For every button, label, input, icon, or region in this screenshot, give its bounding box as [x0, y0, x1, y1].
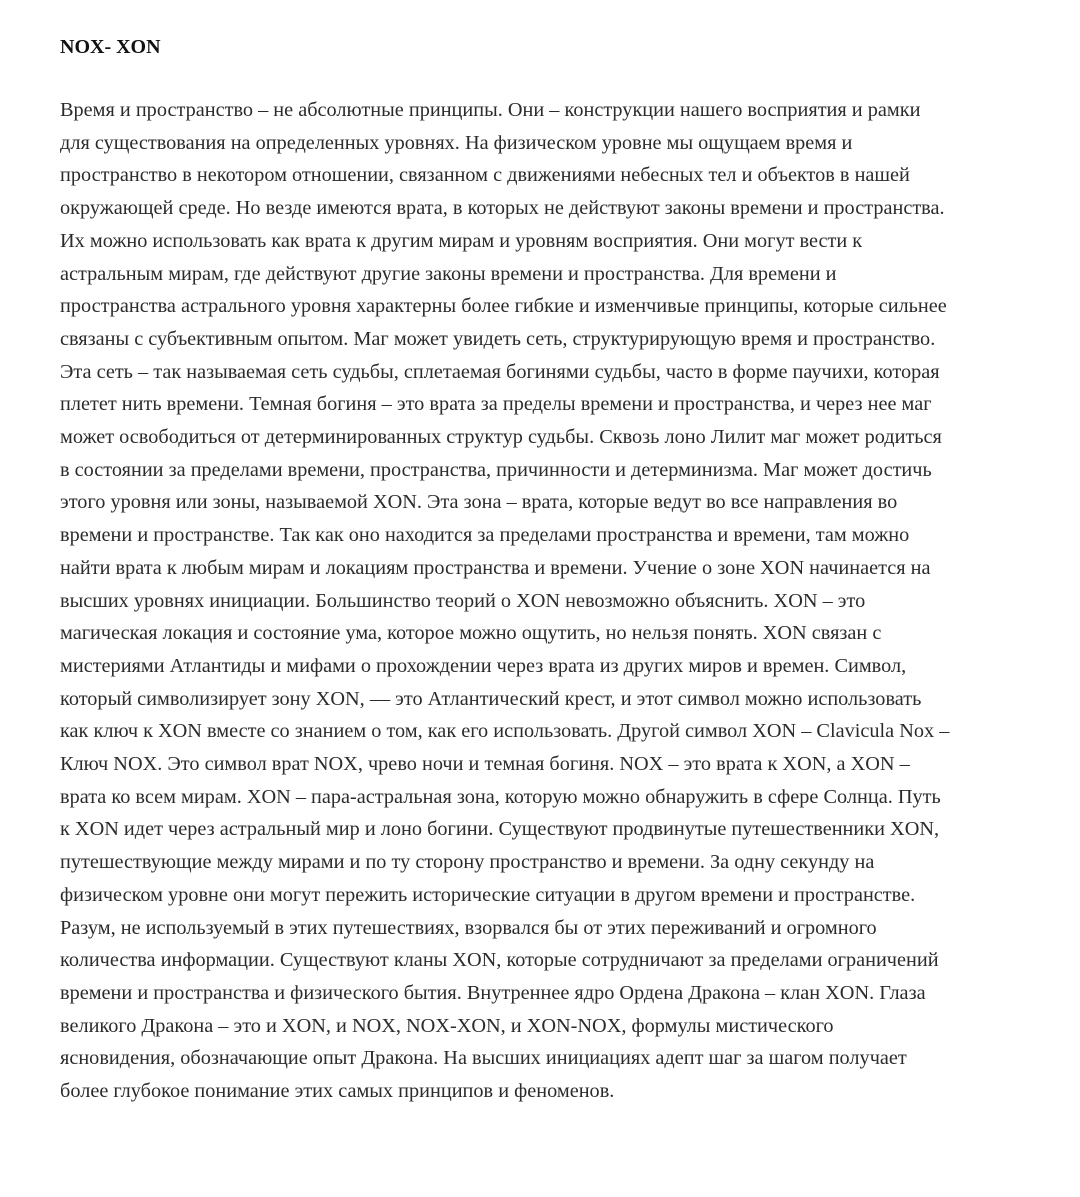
document-title: NOX- XON [60, 36, 161, 58]
text-line: этого уровня или зоны, называемой XON. Эта зона – врата, которые ведут во все направления во [60, 491, 898, 514]
text-line: более глубокое понимание этих самых принципов и феноменов. [60, 1080, 615, 1103]
text-line: астральным мирам, где действуют другие законы времени и пространства. Для времени и [60, 262, 837, 285]
text-line: может освободиться от детерминированных структур судьбы. Сквозь лоно Лилит маг может родиться [60, 426, 942, 449]
text-line: связаны с субъективным опытом. Маг может увидеть сеть, структурирующую время и пространство. [60, 327, 936, 350]
text-line: пространства астрального уровня характерны более гибкие и изменчивые принципы, которые сильнее [60, 295, 947, 318]
text-line: как ключ к XON вместе со знанием о том, как его использовать. Другой символ XON – Clavicula Nox – [60, 720, 950, 743]
text-line: магическая локация и состояние ума, которое можно ощутить, но нельзя понять. XON связан с [60, 622, 882, 645]
text-line: мистериями Атлантиды и мифами о прохождении через врата из других миров и времен. Символ, [60, 654, 907, 677]
body-paragraph [60, 94, 1040, 1108]
text-line: пространство в некотором отношении, связанном с движениями небесных тел и объектов в нашей [60, 164, 910, 187]
text-line: Ключ NOX. Это символ врат NOX, чрево ночи и темная богиня. NOX – это врата к XON, а XON – [60, 753, 910, 776]
text-line: в состоянии за пределами времени, пространства, причинности и детерминизма. Маг может достичь [60, 458, 932, 481]
text-line: плетет нить времени. Темная богиня – это врата за пределы времени и пространства, и через нее маг [60, 393, 932, 416]
text-line: для существования на определенных уровнях. На физическом уровне мы ощущаем время и [60, 131, 853, 154]
text-line: который символизирует зону XON, — это Атлантический крест, и этот символ можно использовать [60, 687, 922, 710]
text-line: найти врата к любым мирам и локациям пространства и времени. Учение о зоне XON начинается на [60, 556, 931, 579]
text-line: великого Дракона – это и XON, и NOX, NOX-XON, и XON-NOX, формулы мистического [60, 1014, 834, 1037]
text-line: Эта сеть – так называемая сеть судьбы, сплетаемая богинями судьбы, часто в форме паучихи, которая [60, 360, 940, 383]
text-line: ясновидения, обозначающие опыт Дракона. На высших инициациях адепт шаг за шагом получает [60, 1047, 907, 1070]
text-line: времени и пространстве. Так как оно находится за пределами пространства и времени, там можно [60, 524, 910, 547]
text-line: врата ко всем мирам. XON – пара-астральная зона, которую можно обнаружить в сфере Солнца. Путь [60, 785, 941, 808]
text-line: физическом уровне они могут пережить исторические ситуации в другом времени и пространстве. [60, 883, 916, 906]
text-line: времени и пространства и физического бытия. Внутреннее ядро Ордена Дракона – клан XON. Глаза [60, 981, 926, 1004]
text-line: Время и пространство – не абсолютные принципы. Они – конструкции нашего восприятия и рамки [60, 99, 921, 121]
text-line: высших уровнях инициации. Большинство теорий о XON невозможно объяснить. XON – это [60, 589, 866, 612]
text-line: количества информации. Существуют кланы XON, которые сотрудничают за пределами ограничений [60, 949, 939, 972]
text-line: окружающей среде. Но везде имеются врата, в которых не действуют законы времени и пространства. [60, 197, 945, 220]
text-line: Разум, не используемый в этих путешествиях, взорвался бы от этих переживаний и огромного [60, 916, 877, 939]
text-line: Их можно использовать как врата к другим мирам и уровням восприятия. Они могут вести к [60, 229, 863, 252]
text-line: путешествующие между мирами и по ту сторону пространство и времени. За одну секунду на [60, 851, 875, 874]
text-line: к XON идет через астральный мир и лоно богини. Существуют продвинутые путешественники XON, [60, 818, 940, 841]
